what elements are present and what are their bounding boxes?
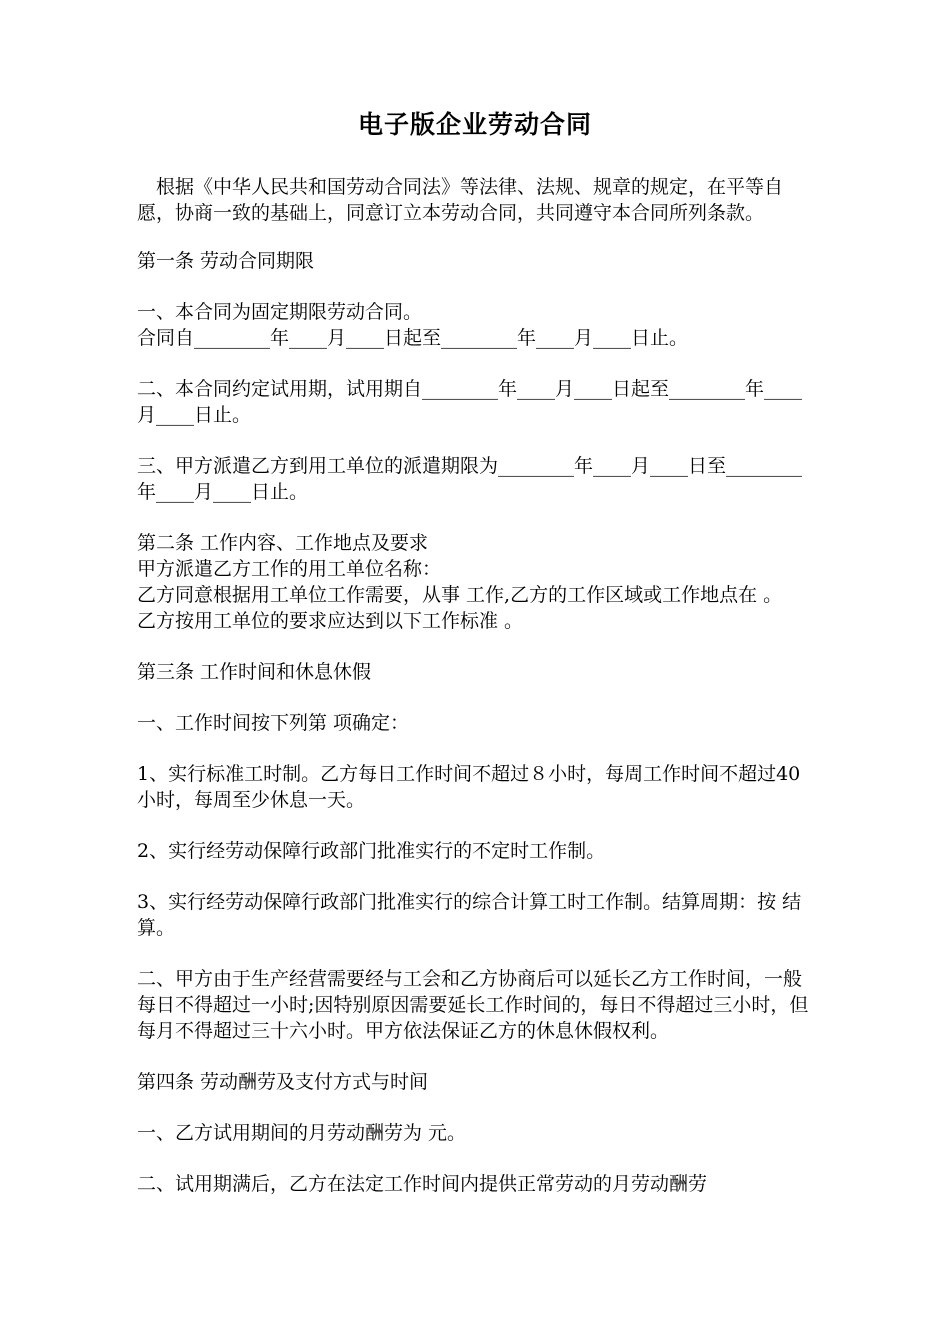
document-body <box>137 174 817 1197</box>
article3-option3: 3、实行经劳动保障行政部门批准实行的综合计算工时工作制。结算周期：按 结算。 <box>137 891 802 939</box>
article1-item1-dates: 合同自________年____月____日起至________年____月____日止。 <box>137 327 689 349</box>
article1-item3: 三、甲方派遣乙方到用工单位的派遣期限为________年____月____日至________年____月____日止。 <box>137 455 803 503</box>
intro-paragraph: 根据《中华人民共和国劳动合同法》等法律、法规、规章的规定，在平等自愿，协商一致的基础上，同意订立本劳动合同，共同遵守本合同所列条款。 <box>137 176 784 224</box>
article2-line1: 甲方派遣乙方工作的用工单位名称： <box>137 558 442 580</box>
article1-heading: 第一条 劳动合同期限 <box>137 250 315 272</box>
article1-item2: 二、本合同约定试用期，试用期自________年____月____日起至________年____月____日止。 <box>137 378 803 426</box>
article3-option2: 2、实行经劳动保障行政部门批准实行的不定时工作制。 <box>137 840 606 862</box>
article4-item1: 一、乙方试用期间的月劳动酬劳为 元。 <box>137 1122 467 1144</box>
article3-item1: 一、工作时间按下列第 项确定： <box>137 712 410 734</box>
article3-option1: 1、实行标准工时制。乙方每日工作时间不超过８小时，每周工作时间不超过40小时，每周至少休息一天。 <box>137 763 801 811</box>
article2-line3: 乙方按用工单位的要求应达到以下工作标准 。 <box>137 610 524 632</box>
article4-heading: 第四条 劳动酬劳及支付方式与时间 <box>137 1071 429 1093</box>
article2-line2: 乙方同意根据用工单位工作需要，从事 工作,乙方的工作区域或工作地点在 。 <box>137 584 783 606</box>
article1-item1: 一、本合同为固定期限劳动合同。 <box>137 301 423 323</box>
article3-heading: 第三条 工作时间和休息休假 <box>137 661 372 683</box>
article3-item2: 二、甲方由于生产经营需要经与工会和乙方协商后可以延长乙方工作时间，一般每日不得超过一小时;因特别原因需要延长工作时间的，每日不得超过三小时，但每月不得超过三十六小时。甲方依法保证乙方的休息休假权利。 <box>137 968 809 1042</box>
document-title: 电子版企业劳动合同 <box>357 110 592 139</box>
article2-heading: 第二条 工作内容、工作地点及要求 <box>137 532 429 554</box>
article4-item2: 二、试用期满后，乙方在法定工作时间内提供正常劳动的月劳动酬劳 <box>137 1173 708 1195</box>
